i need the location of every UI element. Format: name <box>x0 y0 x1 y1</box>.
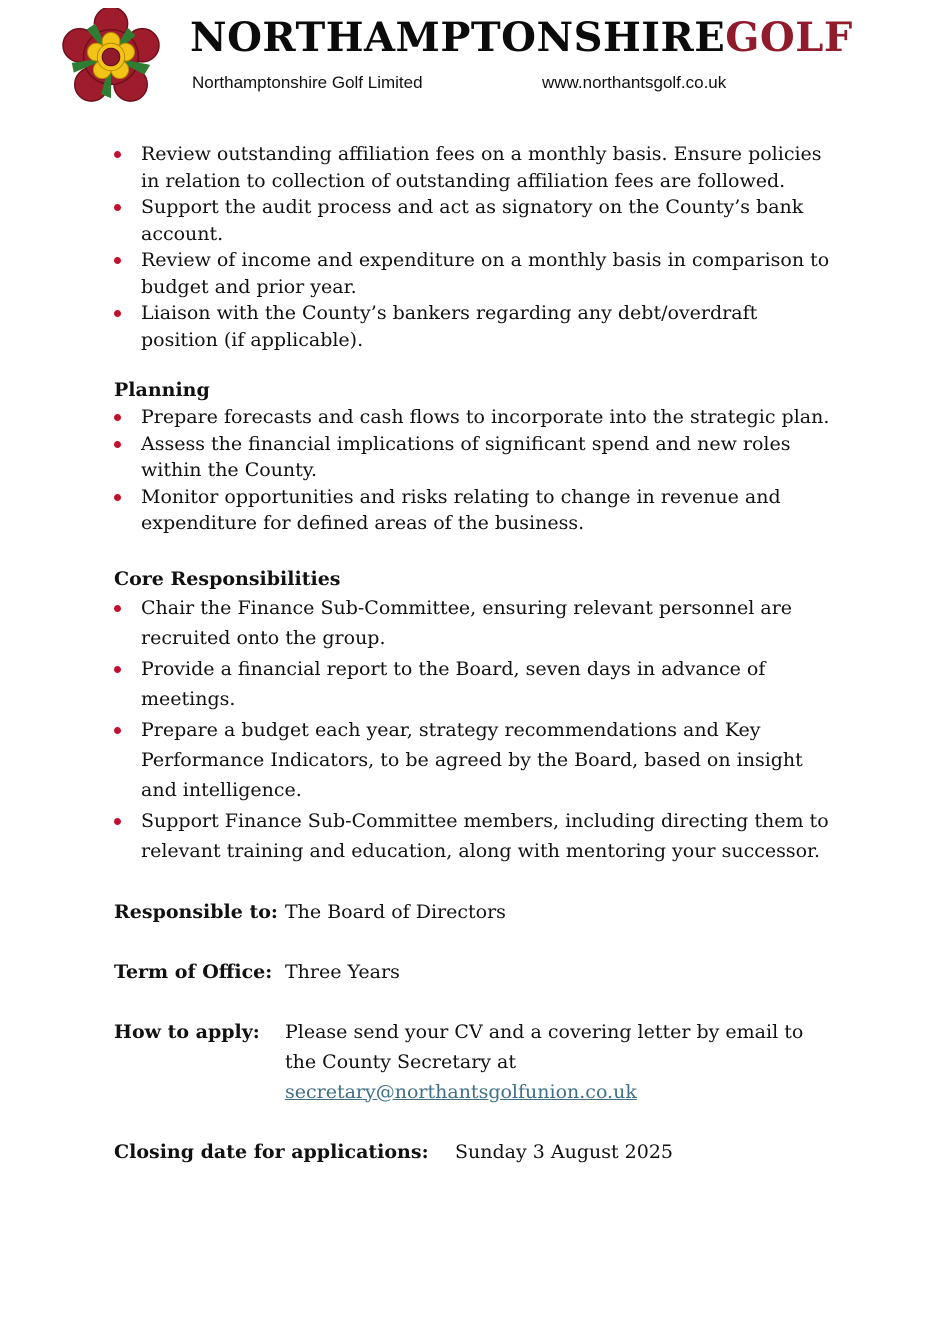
list-item: Liaison with the County’s bankers regarding any debt/overdraft position (if applicable). <box>114 300 834 353</box>
list-item: Prepare forecasts and cash flows to incorporate into the strategic plan. <box>114 404 834 431</box>
bullet-icon <box>114 441 121 448</box>
document-body <box>114 141 834 1167</box>
list-item: Review outstanding affiliation fees on a monthly basis. Ensure policies in relation to collection of outstanding affiliation fees are followed. <box>114 141 834 194</box>
list-item: Support the audit process and act as signatory on the County’s bank account. <box>114 194 834 247</box>
how-to-apply-value <box>285 1017 834 1107</box>
bullet-icon <box>114 257 121 264</box>
bullet-icon <box>114 727 121 734</box>
bullet-icon <box>114 494 121 501</box>
bullet-icon <box>114 605 121 612</box>
bullet-icon <box>114 666 121 673</box>
list-item: Support Finance Sub-Committee members, including directing them to relevant training and education, along with mentoring your successor. <box>114 806 834 866</box>
planning-heading: Planning <box>114 379 210 401</box>
core-responsibilities-list <box>114 593 834 866</box>
responsible-to-row <box>114 897 834 927</box>
how-to-apply-label: How to apply: <box>114 1020 260 1043</box>
term-of-office-row <box>114 957 834 987</box>
brand-title <box>190 14 853 62</box>
website-url: www.northantsgolf.co.uk <box>542 73 727 92</box>
how-to-apply-text: Please send your CV and a covering letter by email to the County Secretary at <box>285 1020 804 1073</box>
bullet-icon <box>114 151 121 158</box>
list-item: Prepare a budget each year, strategy recommendations and Key Performance Indicators, to be agreed by the Board, based on insight and intelligence. <box>114 715 834 805</box>
list-item: Provide a financial report to the Board, seven days in advance of meetings. <box>114 654 834 714</box>
brand-title-dark: NORTHAMPTONSHIRE <box>190 14 726 61</box>
how-to-apply-row <box>114 1017 834 1107</box>
brand-title-accent: GOLF <box>725 14 853 61</box>
list-item: Assess the financial implications of significant spend and new roles within the County. <box>114 431 834 484</box>
closing-date-value: Sunday 3 August 2025 <box>455 1140 674 1163</box>
list-item: Chair the Finance Sub-Committee, ensuring relevant personnel are recruited onto the group. <box>114 593 834 653</box>
closing-date-label: Closing date for applications: <box>114 1140 429 1163</box>
planning-list <box>114 404 834 537</box>
tudor-rose-logo-icon <box>62 8 160 106</box>
list-item: Monitor opportunities and risks relating to change in revenue and expenditure for defined areas of the business. <box>114 484 834 537</box>
bullet-icon <box>114 310 121 317</box>
bullet-icon <box>114 414 121 421</box>
responsible-to-value: The Board of Directors <box>285 900 506 923</box>
finance-duties-list <box>114 141 834 353</box>
core-responsibilities-heading: Core Responsibilities <box>114 567 341 590</box>
bullet-icon <box>114 818 121 825</box>
company-name: Northamptonshire Golf Limited <box>192 73 423 92</box>
term-of-office-value: Three Years <box>285 960 400 983</box>
closing-date-row <box>114 1137 834 1167</box>
secretary-email-link[interactable]: secretary@northantsgolfunion.co.uk <box>285 1080 637 1103</box>
bullet-icon <box>114 204 121 211</box>
list-item: Review of income and expenditure on a monthly basis in comparison to budget and prior year. <box>114 247 834 300</box>
responsible-to-label: Responsible to: <box>114 900 278 923</box>
term-of-office-label: Term of Office: <box>114 960 273 983</box>
page-header <box>0 0 940 120</box>
